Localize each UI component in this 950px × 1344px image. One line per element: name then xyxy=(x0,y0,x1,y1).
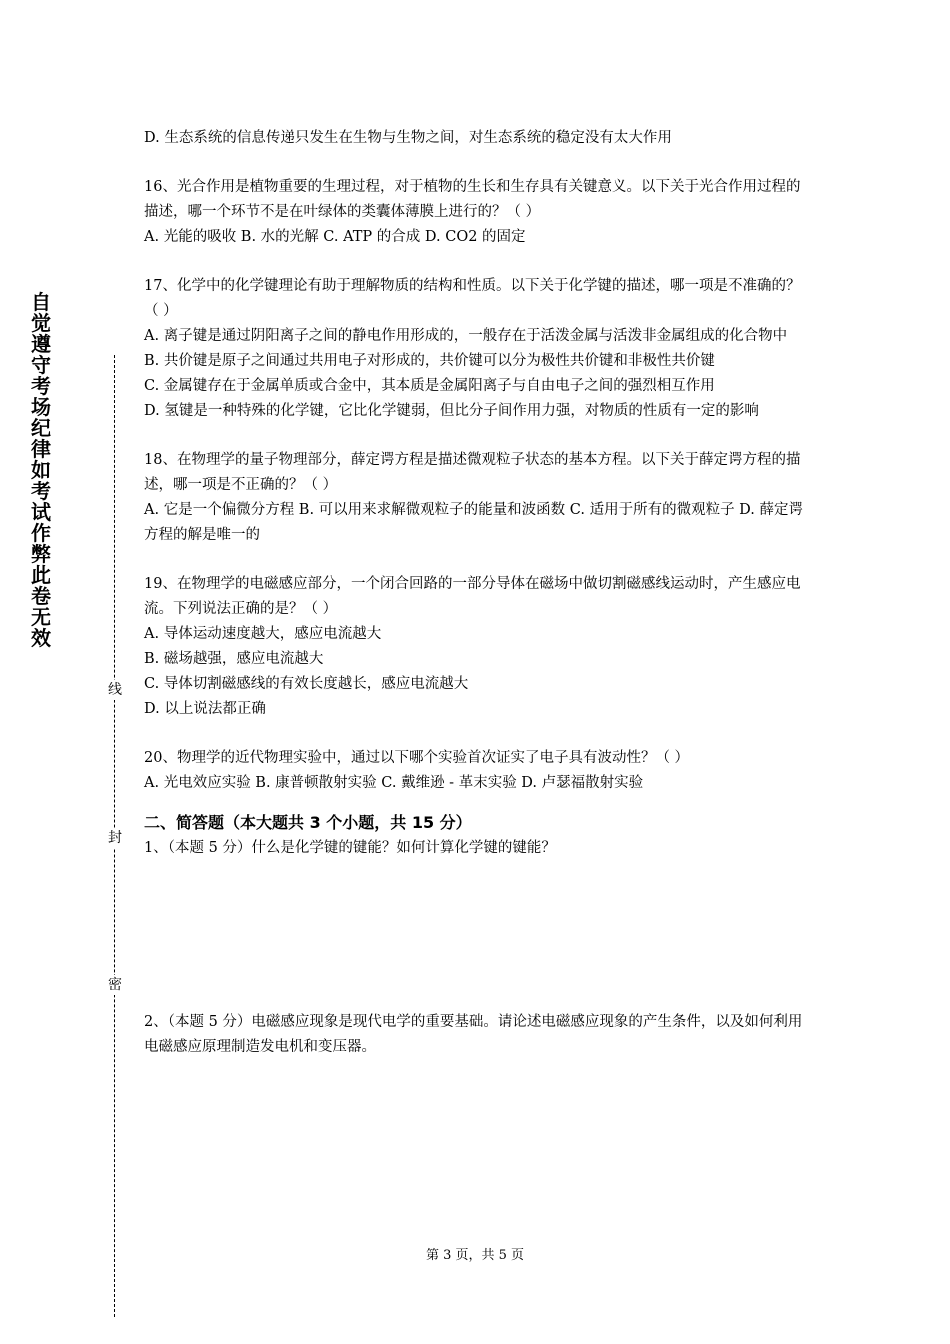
q17-option-d: D. 氢键是一种特殊的化学键，它比化学键弱，但比分子间作用力强，对物质的性质有一定的影响 xyxy=(144,403,759,419)
question-20 xyxy=(144,746,810,796)
q17-option-a: A. 离子键是通过阴阳离子之间的静电作用形成的，一般存在于活泼金属与活泼非金属组成的化合物中 xyxy=(144,328,788,344)
question-16 xyxy=(144,175,810,250)
answer-space-q1 xyxy=(144,861,810,1010)
q18-stem: 18、在物理学的量子物理部分，薛定谔方程是描述微观粒子状态的基本方程。以下关于薛定谔方程的描述，哪一项是不正确的？（ ） xyxy=(144,452,801,493)
q17-stem: 17、化学中的化学键理论有助于理解物质的结构和性质。以下关于化学键的描述，哪一项是不准确的？（ ） xyxy=(144,278,801,319)
q19-stem: 19、在物理学的电磁感应部分，一个闭合回路的一部分导体在磁场中做切割磁感线运动时，产生感应电流。下列说法正确的是？（ ） xyxy=(144,576,801,617)
q20-stem: 20、物理学的近代物理实验中，通过以下哪个实验首次证实了电子具有波动性？（ ） xyxy=(144,750,690,766)
q19-option-b: B. 磁场越强，感应电流越大 xyxy=(144,651,324,667)
q18-options: A. 它是一个偏微分方程 B. 可以用来求解微观粒子的能量和波函数 C. 适用于所有的微观粒子 D. 薛定谔方程的解是唯一的 xyxy=(144,502,804,543)
q16-options: A. 光能的吸收 B. 水的光解 C. ATP 的合成 D. CO2 的固定 xyxy=(144,229,526,245)
q15-option-d: D. 生态系统的信息传递只发生在生物与生物之间，对生态系统的稳定没有太大作用 xyxy=(144,130,672,146)
binding-label-mi: 密 xyxy=(108,977,122,993)
question-17 xyxy=(144,274,810,424)
short-answer-q1: 1、（本题 5 分）什么是化学键的键能？如何计算化学键的键能？ xyxy=(144,840,556,856)
page-number: 第 3 页，共 5 页 xyxy=(425,1248,525,1263)
exam-content xyxy=(144,126,810,1060)
question-19 xyxy=(144,572,810,722)
short-answer-q2: 2、（本题 5 分）电磁感应现象是现代电学的重要基础。请论述电磁感应现象的产生条件，以及如何利用电磁感应原理制造发电机和变压器。 xyxy=(144,1014,803,1055)
q19-option-a: A. 导体运动速度越大，感应电流越大 xyxy=(144,626,382,642)
q16-stem: 16、光合作用是植物重要的生理过程，对于植物的生长和生存具有关键意义。以下关于光合作用过程的描述，哪一个环节不是在叶绿体的类囊体薄膜上进行的？（ ） xyxy=(144,179,801,220)
q17-option-c: C. 金属键存在于金属单质或合金中，其本质是金属阳离子与自由电子之间的强烈相互作用 xyxy=(144,378,715,394)
question-18 xyxy=(144,448,810,548)
q19-option-c: C. 导体切割磁感线的有效长度越长，感应电流越大 xyxy=(144,676,469,692)
q20-options: A. 光电效应实验 B. 康普顿散射实验 C. 戴维逊 - 革末实验 D. 卢瑟福散射实验 xyxy=(144,775,644,791)
binding-label-xian: 线 xyxy=(108,682,122,698)
section-2-title: 二、简答题（本大题共 3 个小题，共 15 分） xyxy=(144,813,472,832)
q17-option-b: B. 共价键是原子之间通过共用电子对形成的，共价键可以分为极性共价键和非极性共价键 xyxy=(144,353,715,369)
binding-label-feng: 封 xyxy=(108,830,122,846)
q19-option-d: D. 以上说法都正确 xyxy=(144,701,266,717)
exam-discipline-warning: 自觉遵守考场纪律如考试作弊此卷无效 xyxy=(31,290,51,650)
